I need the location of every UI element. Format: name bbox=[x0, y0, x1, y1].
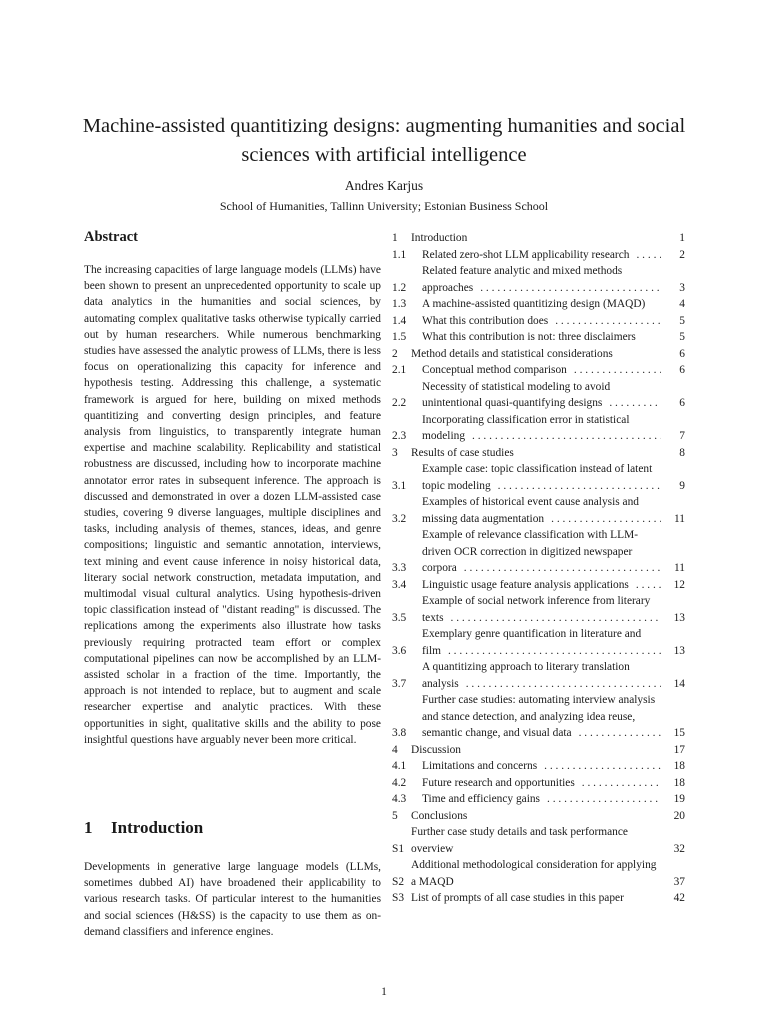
introduction-text: Developments in generative large language models (LLMs, sometimes dubbed AI) have broadened their applicability to various research tasks. Of particular interest to the humanities and social sciences (H&SS) is the capacity to use them as on-demand classifiers and inference engines. bbox=[84, 861, 381, 938]
toc-entry[interactable] bbox=[392, 346, 685, 363]
toc-entry-title-text: Method details and statistical considerations bbox=[411, 348, 616, 360]
toc-entry-title bbox=[411, 890, 661, 907]
toc-entry-number: 4.1 bbox=[392, 760, 407, 772]
toc-entry-number: S2 bbox=[392, 875, 405, 888]
toc-entry-number: 1.4 bbox=[392, 314, 407, 327]
abstract-text: The increasing capacities of large language models (LLMs) have been shown to present an unprecedented opportunity to scale up data analytics in the humanities and social sciences, by automating complex qualitative tasks otherwise typically carried out by human researchers. While numerous benchmarking studies have assessed the analytic prowess of LLMs, there is less focus on operationalizing this capacity for inference and hypothesis testing. Addressing this challenge, a systematic framework is argued for here, building on mixed methods quantitizing and converting design principles, and feature analysis from linguistics, to transparently integrate human expertise and machine scalability. Replicability and statistical robustness are discussed, including how to incorporate machine annotator error rates in subsequent inference. The approach is discussed and demonstrated in over a dozen LLM-assisted case studies, covering 9 diverse languages, multiple disciplines and tasks, including analysis of themes, stances, ideas, and genre compositions; linguistic and semantic annotation, interviews, text mining and event cause inference in noisy historical data, literary social network construction, metadata imputation, and multimodal visual cultural analytics. Using hypothesis-driven topic classification instead of "distant reading" is discussed. The replications among the experiments also illustrate how tasks previously requiring protracted team effort or complex computational pipelines can now be accomplished by an LLM-assisted scholar in a fraction of the time. Importantly, the approach is not intended to replace, but to augment and scale researcher expertise and analytic practices. With these opportunities in sight, qualitative skills and the ability to pose insightful questions have arguably never been more critical. bbox=[84, 264, 381, 746]
toc-entry-number: 1.3 bbox=[392, 298, 407, 310]
toc-entry-page: 18 bbox=[673, 760, 685, 772]
toc-entry-number: 1 bbox=[392, 232, 398, 244]
toc-entry-title bbox=[422, 626, 661, 659]
toc-entry[interactable] bbox=[392, 313, 685, 330]
toc-entry-title-text: Time and efficiency gains bbox=[422, 793, 543, 805]
toc-entry-page: 8 bbox=[679, 446, 685, 459]
abstract-heading: Abstract bbox=[84, 229, 138, 245]
toc-entry-page: 13 bbox=[673, 611, 685, 624]
toc-entry-title bbox=[422, 379, 661, 412]
toc-entry-title-text: A quantitizing approach to literary translation analysis bbox=[422, 661, 630, 690]
toc-entry-title bbox=[411, 824, 661, 857]
toc-entry-number: 1.5 bbox=[392, 331, 407, 343]
toc-entry-page: 14 bbox=[673, 677, 685, 690]
toc-entry-number: S1 bbox=[392, 842, 405, 855]
toc-entry-page: 9 bbox=[679, 479, 685, 492]
toc-entry-title bbox=[422, 791, 661, 808]
toc-entry-page: 6 bbox=[679, 347, 685, 360]
toc-entry-number: 3.2 bbox=[392, 512, 407, 525]
toc-entry-page: 7 bbox=[679, 430, 685, 442]
toc-entry[interactable] bbox=[392, 857, 685, 890]
toc-entry-title bbox=[422, 527, 661, 577]
toc-entry-title-text: Incorporating classification error in statistical modeling bbox=[422, 413, 630, 442]
toc-entry[interactable] bbox=[392, 247, 685, 264]
toc-entry[interactable] bbox=[392, 445, 685, 462]
toc-entry-page: 15 bbox=[673, 727, 685, 739]
toc-entry[interactable] bbox=[392, 296, 685, 313]
toc-entry-number: 4.3 bbox=[392, 793, 407, 805]
toc-entry-title bbox=[422, 494, 661, 527]
toc-entry-page: 6 bbox=[679, 364, 685, 376]
toc-entry[interactable] bbox=[392, 890, 685, 907]
toc-entry-title-text: Limitations and concerns bbox=[422, 760, 540, 772]
toc-entry-title bbox=[411, 857, 661, 890]
toc-entry-title bbox=[422, 577, 661, 594]
toc-entry-title bbox=[411, 808, 661, 825]
toc-entry-title bbox=[422, 313, 661, 330]
toc-entry-page: 6 bbox=[679, 397, 685, 409]
author-name: Andres Karjus bbox=[344, 178, 424, 193]
toc-entry-number: 2.1 bbox=[392, 364, 407, 376]
toc-entry[interactable] bbox=[392, 379, 685, 412]
toc-entry-title-text: Further case study details and task performance overview bbox=[411, 826, 628, 855]
toc-entry-number: 3 bbox=[392, 446, 398, 459]
toc-entry-page: 37 bbox=[673, 875, 685, 888]
toc-entry-title bbox=[422, 692, 661, 742]
toc-entry[interactable] bbox=[392, 577, 685, 594]
toc-entry[interactable] bbox=[392, 758, 685, 775]
toc-entry[interactable] bbox=[392, 824, 685, 857]
toc-entry-title bbox=[422, 659, 661, 692]
toc-entry-title bbox=[422, 412, 661, 445]
section-number: 1 bbox=[84, 818, 93, 837]
toc-entry-page: 19 bbox=[673, 793, 685, 805]
toc-entry-page: 11 bbox=[674, 512, 685, 525]
toc-entry-number: 4 bbox=[392, 743, 398, 756]
toc-entry-title bbox=[411, 346, 661, 363]
toc-entry[interactable] bbox=[392, 775, 685, 792]
author-affiliation: School of Humanities, Tallinn University; Estonian Business School bbox=[219, 199, 549, 213]
paper-title: Machine-assisted quantitizing designs: augmenting humanities and social sciences with artificial intelligence bbox=[82, 115, 686, 166]
toc-entry-title-text: Introduction bbox=[411, 232, 470, 244]
toc-entry-title-text: What this contribution does bbox=[422, 315, 551, 327]
toc-entry-number: 2 bbox=[392, 347, 398, 360]
table-of-contents bbox=[392, 230, 685, 907]
toc-entry-title-text: A machine-assisted quantitizing design (MAQD) bbox=[422, 298, 648, 310]
toc-entry-title-text: List of prompts of all case studies in this paper bbox=[411, 892, 627, 904]
toc-entry-number: 2.3 bbox=[392, 430, 407, 442]
toc-entry-title bbox=[411, 230, 661, 247]
toc-entry-number: 3.6 bbox=[392, 644, 407, 657]
toc-entry[interactable] bbox=[392, 626, 685, 659]
toc-entry-title-text: Example of relevance classification with LLM-driven OCR correction in digitized newspaper corpora bbox=[422, 529, 639, 574]
toc-entry-number: 2.2 bbox=[392, 397, 407, 409]
toc-entry[interactable] bbox=[392, 593, 685, 626]
toc-entry-page: 18 bbox=[673, 776, 685, 789]
toc-entry-title-text: Example of social network inference from literary texts bbox=[422, 595, 651, 624]
toc-entry-number: 1.1 bbox=[392, 248, 407, 261]
toc-entry-page: 5 bbox=[679, 331, 685, 343]
toc-entry[interactable] bbox=[392, 461, 685, 494]
toc-entry-title-text: What this contribution is not: three disclaimers bbox=[422, 331, 639, 343]
toc-entry[interactable] bbox=[392, 329, 685, 346]
toc-entry[interactable] bbox=[392, 527, 685, 577]
section-title: Introduction bbox=[111, 818, 204, 837]
toc-entry-number: 3.4 bbox=[392, 578, 407, 591]
toc-entry-title-text: Conclusions bbox=[411, 810, 470, 822]
toc-entry[interactable] bbox=[392, 230, 685, 247]
toc-entry-page: 12 bbox=[673, 578, 685, 591]
toc-entry-title-text: Example case: topic classification instead of latent topic modeling bbox=[422, 463, 653, 492]
toc-entry-title bbox=[422, 329, 661, 346]
toc-entry-title-text: Related zero-shot LLM applicability research bbox=[422, 249, 632, 261]
toc-entry-title-text: Examples of historical event cause analysis and missing data augmentation bbox=[422, 496, 639, 525]
toc-entry-page: 11 bbox=[674, 562, 685, 574]
toc-entry[interactable] bbox=[392, 791, 685, 808]
toc-entry[interactable] bbox=[392, 412, 685, 445]
toc-entry-number: S3 bbox=[392, 892, 405, 904]
toc-entry-title-text: Exemplary genre quantification in literature and film bbox=[422, 628, 642, 657]
toc-entry-title bbox=[422, 263, 661, 296]
page-number: 1 bbox=[381, 986, 387, 998]
toc-entry-page: 13 bbox=[673, 644, 685, 657]
toc-entry-number: 4.2 bbox=[392, 776, 407, 789]
toc-entry-number: 1.2 bbox=[392, 281, 407, 294]
toc-entry-page: 3 bbox=[679, 281, 685, 294]
toc-entry-title bbox=[411, 445, 661, 462]
section-heading-introduction bbox=[84, 818, 203, 838]
toc-entry-page: 2 bbox=[679, 248, 685, 261]
toc-entry-page: 17 bbox=[673, 743, 685, 756]
toc-entry[interactable] bbox=[392, 494, 685, 527]
toc-entry-title-text: Conceptual method comparison bbox=[422, 364, 570, 376]
toc-entry-number: 5 bbox=[392, 809, 398, 822]
toc-entry-title-text: Discussion bbox=[411, 744, 464, 756]
toc-entry-number: 3.7 bbox=[392, 677, 407, 690]
toc-entry-title bbox=[422, 296, 661, 313]
toc-entry-page: 5 bbox=[679, 314, 685, 327]
toc-entry[interactable] bbox=[392, 659, 685, 692]
toc-entry-title-text: Results of case studies bbox=[411, 447, 517, 459]
toc-entry[interactable] bbox=[392, 362, 685, 379]
toc-entry-number: 3.3 bbox=[392, 562, 407, 574]
toc-entry-title bbox=[422, 775, 661, 792]
toc-entry-title bbox=[411, 742, 661, 759]
toc-entry-number: 3.5 bbox=[392, 611, 407, 624]
toc-entry-title-text: Future research and opportunities bbox=[422, 777, 578, 789]
toc-entry-title-text: Linguistic usage feature analysis applications bbox=[422, 579, 632, 591]
toc-entry[interactable] bbox=[392, 692, 685, 742]
toc-entry-number: 3.1 bbox=[392, 479, 407, 492]
toc-entry-title bbox=[422, 593, 661, 626]
toc-entry[interactable] bbox=[392, 263, 685, 296]
toc-entry[interactable] bbox=[392, 808, 685, 825]
toc-entry-title-text: Additional methodological consideration for applying a MAQD bbox=[411, 859, 657, 888]
toc-entry-page: 20 bbox=[673, 809, 685, 822]
toc-entry-title bbox=[422, 461, 661, 494]
toc-entry-title-text: Further case studies: automating interview analysis and stance detection, and analyzing idea reuse, semantic change, and visual data bbox=[422, 694, 656, 739]
toc-entry[interactable] bbox=[392, 742, 685, 759]
toc-entry-title bbox=[422, 247, 661, 264]
toc-entry-title bbox=[422, 758, 661, 775]
toc-entry-number: 3.8 bbox=[392, 727, 407, 739]
toc-entry-page: 4 bbox=[679, 298, 685, 310]
toc-entry-page: 42 bbox=[673, 892, 685, 904]
toc-entry-title-text: Necessity of statistical modeling to avoid unintentional quasi-quantifying designs bbox=[422, 380, 611, 409]
toc-entry-page: 1 bbox=[679, 232, 685, 244]
toc-entry-page: 32 bbox=[673, 842, 685, 855]
toc-entry-title-text: Related feature analytic and mixed methods approaches bbox=[422, 265, 623, 294]
toc-entry-title bbox=[422, 362, 661, 379]
